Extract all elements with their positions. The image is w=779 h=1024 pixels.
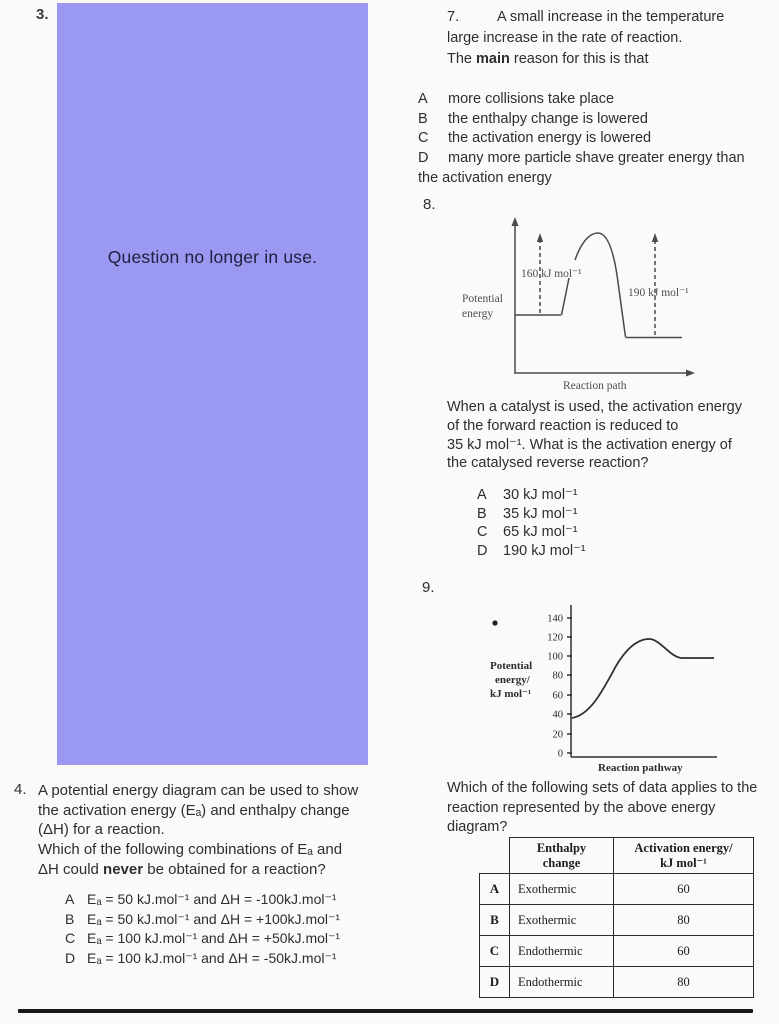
y-axis-label-line1: Potential <box>490 660 533 672</box>
reverse-ea-label: 190 kJ mol⁻¹ <box>628 287 689 299</box>
option-row: B 35 kJ mol⁻¹ <box>477 505 578 522</box>
question-3-number: 3. <box>36 6 49 23</box>
reaction-pathway-curve <box>572 639 714 718</box>
q9-potential-energy-diagram <box>450 597 722 779</box>
question-removed-text: Question no longer in use. <box>107 247 318 267</box>
question-4-text: A potential energy diagram can be used to show the activation energy (Eₐ) and enthalpy change (ΔH) for a reaction. Which of the following combinations of Eₐ and ΔH could never be obtained for a reaction? <box>38 782 359 878</box>
question-4-options <box>65 890 340 968</box>
option-row: A Eₐ = 50 kJ.mol⁻¹ and ΔH = -100kJ.mol⁻¹ <box>65 891 337 907</box>
page-bottom-rule <box>18 1009 753 1013</box>
forward-arrowhead-icon <box>537 233 543 242</box>
question-8-text: When a catalyst is used, the activation energy of the forward reaction is reduced to 35 kJ mol⁻¹. What is the activation energy of the catalysed reverse reaction? <box>447 399 742 472</box>
question-7-number: 7. <box>447 9 460 25</box>
question-4-number: 4. <box>14 781 27 798</box>
option-row: C Eₐ = 100 kJ.mol⁻¹ and ΔH = +50kJ.mol⁻¹ <box>65 930 341 947</box>
q8-potential-energy-diagram <box>455 213 705 399</box>
option-d-continuation: the activation energy <box>418 169 552 186</box>
question-7-line-2: large increase in the rate of reaction. <box>447 30 683 46</box>
forward-ea-label: 160 kJ mol⁻¹ <box>521 268 582 280</box>
table-row: D Endothermic 80 <box>480 967 754 998</box>
question-8-number: 8. <box>423 196 436 213</box>
option-row: A more collisions take place <box>418 91 615 107</box>
table-row: B Exothermic 80 <box>480 905 754 936</box>
q9-data-table <box>479 837 754 998</box>
table-blank-corner <box>480 838 510 874</box>
y-axis-label-line2: energy/ <box>495 674 530 686</box>
y-axis-label-line1: Potential <box>462 293 503 305</box>
option-row: C 65 kJ mol⁻¹ <box>477 524 578 541</box>
question-7 <box>447 7 724 70</box>
question-7-options <box>418 90 745 189</box>
question-9-text: Which of the following sets of data applies to the reaction represented by the above energy diagram? <box>447 780 758 835</box>
table-row: C Endothermic 60 <box>480 936 754 967</box>
option-row: B Eₐ = 50 kJ.mol⁻¹ and ΔH = +100kJ.mol⁻¹ <box>65 910 341 927</box>
y-tick-label: 140 <box>547 613 563 625</box>
table-row: A Exothermic 60 <box>480 874 754 905</box>
y-tick-label: 0 <box>557 748 563 760</box>
y-tick-label: 100 <box>547 651 563 663</box>
option-row: C the activation energy is lowered <box>418 130 652 147</box>
option-row: B the enthalpy change is lowered <box>418 110 648 127</box>
y-axis-arrowhead-icon <box>512 217 519 226</box>
y-tick-label: 120 <box>547 632 563 644</box>
y-tick-label: 40 <box>552 709 563 721</box>
energy-hump-curve <box>575 233 626 337</box>
option-row: A 30 kJ mol⁻¹ <box>477 487 578 503</box>
option-row: D Eₐ = 100 kJ.mol⁻¹ and ΔH = -50kJ.mol⁻¹ <box>65 949 337 966</box>
question-3-removed-box <box>57 3 368 765</box>
option-row: D 190 kJ mol⁻¹ <box>477 542 586 559</box>
option-row: D many more particle shave greater energy than <box>418 150 745 167</box>
table-header-row <box>480 838 754 874</box>
x-axis-arrowhead-icon <box>686 370 695 377</box>
y-tick-label: 20 <box>552 729 563 741</box>
question-9-number: 9. <box>422 579 435 596</box>
question-8-options <box>477 486 586 560</box>
curve-rise-segment <box>562 278 570 315</box>
y-axis-label-line2: energy <box>462 308 494 320</box>
y-tick-label: 80 <box>552 670 563 682</box>
question-4-line-5: ΔH could never be obtained for a reaction? <box>38 860 326 878</box>
question-7-line-1: 7. A small increase in the temperature <box>447 7 724 28</box>
y-tick-label: 60 <box>552 690 563 702</box>
activation-energy-header: Activation energy/ kJ mol⁻¹ <box>614 838 754 874</box>
reverse-arrowhead-icon <box>652 233 658 242</box>
question-7-line-3: The main reason for this is that <box>447 51 649 67</box>
x-axis-label: Reaction pathway <box>598 762 683 774</box>
enthalpy-change-header: Enthalpy change <box>510 838 614 874</box>
y-axis-label-line3: kJ mol⁻¹ <box>490 688 532 700</box>
x-axis-label: Reaction path <box>563 380 627 392</box>
bullet-dot-icon <box>492 620 497 625</box>
